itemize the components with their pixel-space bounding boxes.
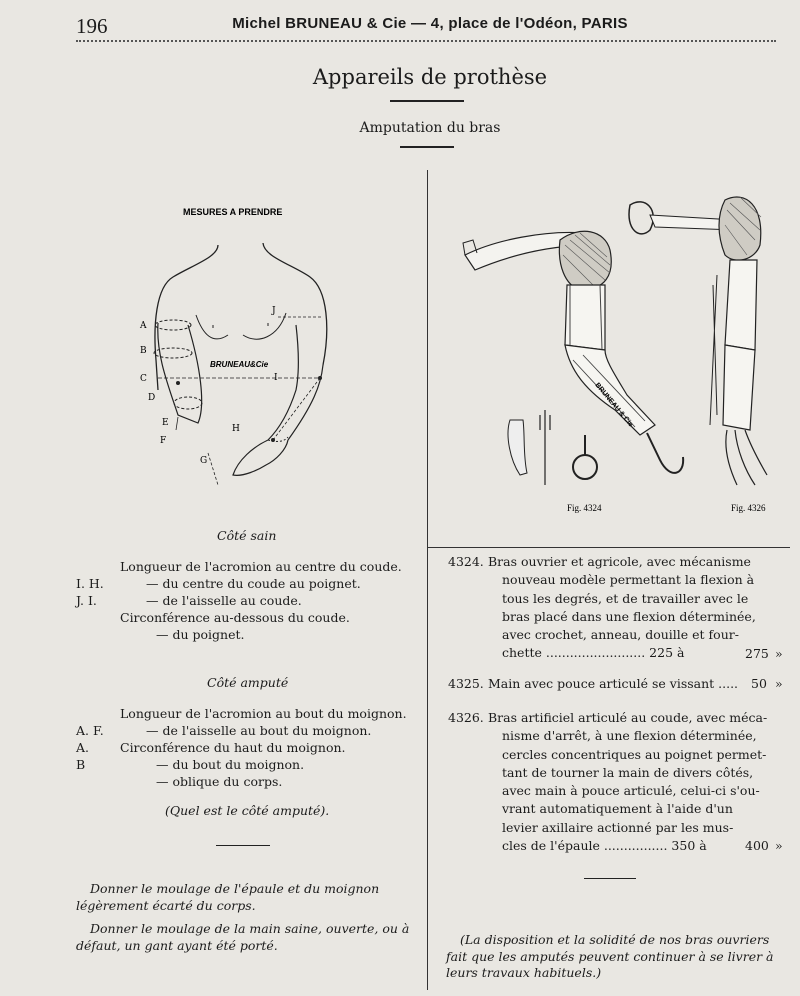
ampute-line-4: — du bout du moignon. <box>156 757 305 772</box>
sain-code-3: J. I. <box>76 593 97 608</box>
price: 275 <box>745 645 769 661</box>
entry-4325 <box>448 675 788 695</box>
sain-code-2: I. H. <box>76 576 104 591</box>
left-separator <box>216 845 270 846</box>
sain-line-5: — du poignet. <box>156 627 245 642</box>
note-durability: (La disposition et la solidité de nos bras ouvriers fait que les amputés peuvent continuer à se livrer à leurs travaux habituels.) <box>446 932 774 980</box>
ampute-line-2: — de l'aisselle au bout du moignon. <box>146 723 372 738</box>
price: 400 <box>745 838 769 853</box>
section-subtitle: Amputation du bras <box>359 120 501 136</box>
sain-line-4: Circonférence au-dessous du coude. <box>120 610 350 625</box>
entry-line: cercles concentriques au poignet permet- <box>502 746 767 762</box>
amputee-side-question: (Quel est le côté amputé). <box>165 803 330 818</box>
page-title: Appareils de prothèse <box>312 65 548 89</box>
entry-line: cles de l'épaule ................ 350 à <box>502 838 707 854</box>
ampute-code-2: A. F. <box>76 723 104 738</box>
entry-4324 <box>448 553 788 665</box>
entry-line: tous les degrés, et de travailler avec le <box>502 590 749 606</box>
label-j: J <box>272 306 276 316</box>
sain-line-2: — du centre du coude au poignet. <box>146 576 361 591</box>
cote-ampute-heading: Côté amputé <box>207 675 289 690</box>
label-g: G <box>200 456 208 466</box>
entry-line: levier axillaire actionné par les mus- <box>502 819 734 835</box>
ampute-code-3: A. <box>76 740 90 755</box>
prosthesis-illustration <box>455 185 785 525</box>
entry-line: chette ......................... 225 à <box>502 645 685 661</box>
entry-number: 4325. <box>448 676 484 691</box>
caption-fig-4324: Fig. 4324 <box>567 503 602 513</box>
caption-fig-4326: Fig. 4326 <box>731 503 766 513</box>
price-unit: » <box>775 645 783 661</box>
entry-line: vrant automatiquement à l'aide d'un <box>502 801 733 817</box>
label-d: D <box>148 393 156 403</box>
label-b: B <box>140 346 147 356</box>
entry-4326 <box>448 709 788 859</box>
subtitle-rule <box>400 146 454 148</box>
price-unit: » <box>775 676 783 691</box>
ampute-line-5: — oblique du corps. <box>156 774 283 789</box>
entry-line: avec main à pouce articulé, celui-ci s'ou- <box>502 783 760 799</box>
label-e: E <box>162 418 169 428</box>
diagram-heading: MESURES A PRENDRE <box>183 207 283 217</box>
sain-line-1: Longueur de l'acromion au centre du coude. <box>120 559 402 574</box>
title-rule <box>390 100 464 102</box>
header-rule <box>76 40 776 42</box>
entry-line: avec crochet, anneau, douille et four- <box>502 627 739 643</box>
entry-number: 4324. <box>448 554 484 569</box>
label-c: C <box>140 374 147 384</box>
entry-line: tant de tourner la main de divers côtés, <box>502 764 754 780</box>
label-i: I <box>274 373 278 383</box>
cote-sain-heading: Côté sain <box>217 528 277 543</box>
prosthesis-brand: BRUNEAU & Cie <box>593 381 635 429</box>
label-a: A <box>140 321 147 331</box>
right-column-rule <box>428 547 790 548</box>
entry-line: Bras artificiel articulé au coude, avec méca- <box>488 710 768 725</box>
entry-number: 4326. <box>448 710 484 725</box>
note-shoulder-mold: Donner le moulage de l'épaule et du moignon légèrement écarté du corps. <box>76 881 380 913</box>
entry-line: Bras ouvrier et agricole, avec mécanisme <box>488 554 751 569</box>
note-hand-mold: Donner le moulage de la main saine, ouverte, ou à défaut, un gant ayant été porté. <box>76 921 410 953</box>
entry-line: Main avec pouce articulé se vissant ..... <box>488 676 739 691</box>
ampute-line-1: Longueur de l'acromion au bout du moignon. <box>120 706 407 721</box>
page-number: 196 <box>76 14 108 38</box>
ampute-code-4: B <box>76 757 86 772</box>
sain-line-3: — de l'aisselle au coude. <box>146 593 302 608</box>
price: 50 <box>751 676 767 691</box>
label-f: F <box>160 436 167 446</box>
diagram-brand: BRUNEAU&Cie <box>210 360 269 369</box>
ampute-line-3: Circonférence du haut du moignon. <box>120 740 346 755</box>
entry-line: nouveau modèle permettant la flexion à <box>502 572 755 588</box>
measurement-diagram <box>118 185 428 505</box>
price-unit: » <box>775 838 783 853</box>
label-h: H <box>232 424 240 434</box>
entry-line: nisme d'arrêt, à une flexion déterminée, <box>502 728 757 744</box>
entry-line: bras placé dans une flexion déterminée, <box>502 608 756 624</box>
right-separator <box>584 878 636 879</box>
running-head: Michel BRUNEAU & Cie — 4, place de l'Odéon, PARIS <box>232 15 628 32</box>
